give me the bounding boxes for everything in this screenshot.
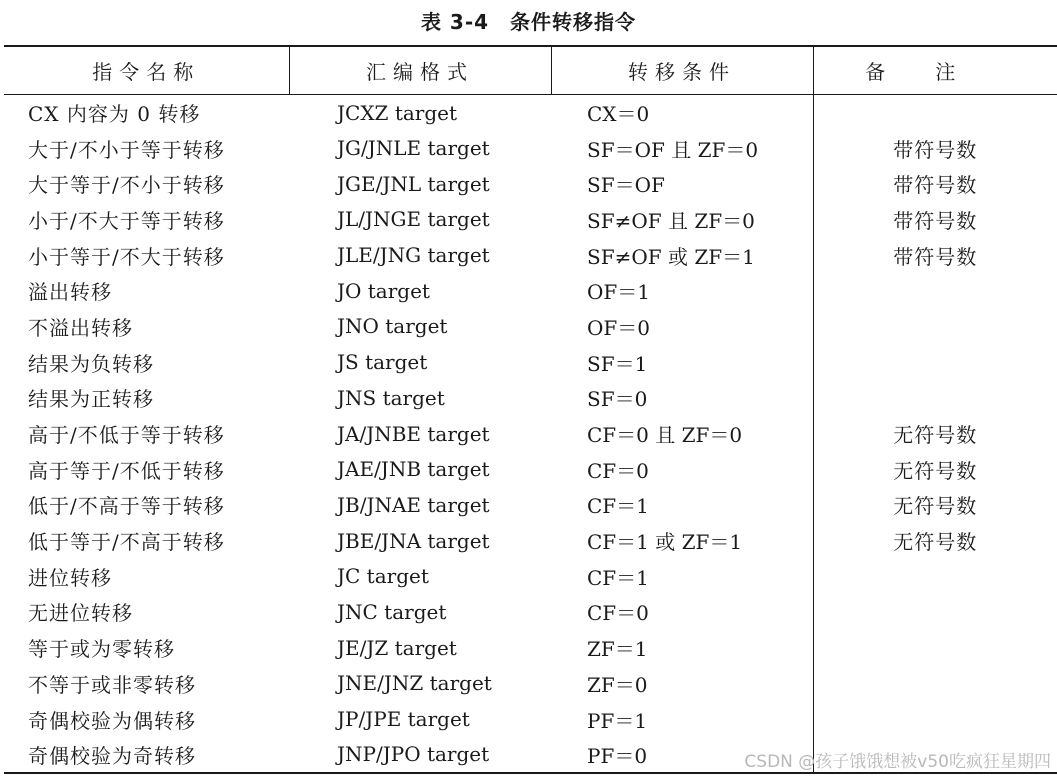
table-row xyxy=(4,487,1057,523)
assembly-syntax-cell: JNS target xyxy=(337,385,445,410)
note-cell: 带符号数 xyxy=(813,202,1057,238)
instruction-name-cell: 小于/不大于等于转移 xyxy=(28,208,225,233)
note-cell: 无符号数 xyxy=(813,416,1057,452)
instruction-name-cell: 低于/不高于等于转移 xyxy=(28,494,225,519)
note-cell xyxy=(813,380,1057,416)
assembly-syntax-cell: JO target xyxy=(337,278,430,303)
instruction-name-cell: 大于等于/不小于转移 xyxy=(28,173,225,198)
instruction-name-cell: 无进位转移 xyxy=(28,601,133,626)
jump-condition-cell: PF＝1 xyxy=(587,708,648,733)
instruction-name-cell: 溢出转移 xyxy=(28,280,112,305)
jump-condition-cell: CF＝1 xyxy=(587,494,649,519)
column-header-name: 指令名称 xyxy=(4,46,289,95)
jump-condition-cell: CF＝0 且 ZF＝0 xyxy=(587,423,743,448)
table-row xyxy=(4,95,1057,131)
table-row xyxy=(4,344,1057,380)
instruction-name-cell: 高于等于/不低于转移 xyxy=(28,458,225,483)
table-row xyxy=(4,273,1057,309)
instruction-name-cell: 奇偶校验为偶转移 xyxy=(28,708,196,733)
jump-condition-cell: CX＝0 xyxy=(587,102,650,127)
assembly-syntax-cell: JG/JNLE target xyxy=(337,136,490,161)
jump-condition-cell: SF＝1 xyxy=(587,351,648,376)
note-cell xyxy=(813,701,1057,737)
instruction-name-cell: 结果为正转移 xyxy=(28,387,154,412)
jump-condition-cell: CF＝0 xyxy=(587,458,649,483)
instruction-name-cell: 小于等于/不大于转移 xyxy=(28,244,225,269)
table-row xyxy=(4,558,1057,594)
header-row xyxy=(4,46,1057,95)
column-header-note: 备注 xyxy=(865,60,1006,84)
table-row xyxy=(4,166,1057,202)
note-cell xyxy=(813,344,1057,380)
jump-condition-cell: CF＝1 xyxy=(587,565,649,590)
jump-condition-cell: PF＝0 xyxy=(587,743,648,768)
jump-condition-cell: ZF＝0 xyxy=(587,672,648,697)
jump-condition-cell: OF＝1 xyxy=(587,280,650,305)
conditional-jump-table xyxy=(4,45,1057,774)
assembly-syntax-cell: JL/JNGE target xyxy=(337,207,490,232)
table-row xyxy=(4,666,1057,702)
assembly-syntax-cell: JB/JNAE target xyxy=(337,492,490,517)
instruction-name-cell: 不溢出转移 xyxy=(28,315,133,340)
note-cell: 带符号数 xyxy=(813,130,1057,166)
assembly-syntax-cell: JNP/JPO target xyxy=(337,742,490,767)
table-row xyxy=(4,630,1057,666)
table-body xyxy=(4,95,1057,773)
jump-condition-cell: SF≠OF 且 ZF＝0 xyxy=(587,208,755,233)
note-cell: 带符号数 xyxy=(813,166,1057,202)
conditional-jump-table-container xyxy=(4,45,1057,774)
assembly-syntax-cell: JBE/JNA target xyxy=(337,528,490,553)
note-cell xyxy=(813,273,1057,309)
table-row xyxy=(4,202,1057,238)
instruction-name-cell: 进位转移 xyxy=(28,565,112,590)
table-row xyxy=(4,451,1057,487)
jump-condition-cell: SF＝OF xyxy=(587,173,665,198)
note-cell xyxy=(813,630,1057,666)
jump-condition-cell: ZF＝1 xyxy=(587,637,648,662)
table-header xyxy=(4,46,1057,95)
table-row xyxy=(4,130,1057,166)
jump-condition-cell: SF＝0 xyxy=(587,387,648,412)
note-cell: 无符号数 xyxy=(813,487,1057,523)
jump-condition-cell: SF＝OF 且 ZF＝0 xyxy=(587,137,759,162)
note-cell: 带符号数 xyxy=(813,237,1057,273)
table-row xyxy=(4,237,1057,273)
assembly-syntax-cell: JLE/JNG target xyxy=(337,243,490,268)
table-caption: 表 3-4 条件转移指令 xyxy=(420,10,637,34)
note-cell xyxy=(813,309,1057,345)
assembly-syntax-cell: JC target xyxy=(337,564,429,589)
assembly-syntax-cell: JGE/JNL target xyxy=(337,171,490,196)
instruction-name-cell: 大于/不小于等于转移 xyxy=(28,137,225,162)
jump-condition-cell: SF≠OF 或 ZF＝1 xyxy=(587,244,755,269)
assembly-syntax-cell: JE/JZ target xyxy=(337,635,457,660)
assembly-syntax-cell: JNC target xyxy=(337,599,447,624)
table-row xyxy=(4,416,1057,452)
assembly-syntax-cell: JNE/JNZ target xyxy=(337,671,492,696)
instruction-name-cell: CX 内容为 0 转移 xyxy=(28,102,201,127)
assembly-syntax-cell: JAE/JNB target xyxy=(337,457,490,482)
table-row xyxy=(4,523,1057,559)
assembly-syntax-cell: JA/JNBE target xyxy=(337,421,490,446)
note-cell xyxy=(813,666,1057,702)
table-row xyxy=(4,594,1057,630)
jump-condition-cell: OF＝0 xyxy=(587,315,650,340)
watermark: CSDN @孩子饿饿想被v50吃疯狂星期四 xyxy=(744,752,1051,772)
instruction-name-cell: 结果为负转移 xyxy=(28,351,154,376)
note-cell: 无符号数 xyxy=(813,523,1057,559)
column-header-condition: 转移条件 xyxy=(551,46,813,95)
table-row xyxy=(4,380,1057,416)
jump-condition-cell: CF＝0 xyxy=(587,601,649,626)
jump-condition-cell: CF＝1 或 ZF＝1 xyxy=(587,530,743,555)
note-cell xyxy=(813,594,1057,630)
instruction-name-cell: 高于/不低于等于转移 xyxy=(28,423,225,448)
column-header-syntax: 汇编格式 xyxy=(289,46,551,95)
assembly-syntax-cell: JCXZ target xyxy=(337,100,458,125)
table-row xyxy=(4,309,1057,345)
note-cell xyxy=(813,558,1057,594)
note-cell: 无符号数 xyxy=(813,451,1057,487)
instruction-name-cell: 不等于或非零转移 xyxy=(28,672,196,697)
assembly-syntax-cell: JNO target xyxy=(337,314,448,339)
instruction-name-cell: 等于或为零转移 xyxy=(28,637,175,662)
instruction-name-cell: 低于等于/不高于转移 xyxy=(28,530,225,555)
assembly-syntax-cell: JP/JPE target xyxy=(337,707,470,732)
assembly-syntax-cell: JS target xyxy=(337,350,428,375)
table-row xyxy=(4,701,1057,737)
instruction-name-cell: 奇偶校验为奇转移 xyxy=(28,743,196,768)
note-cell xyxy=(813,95,1057,131)
